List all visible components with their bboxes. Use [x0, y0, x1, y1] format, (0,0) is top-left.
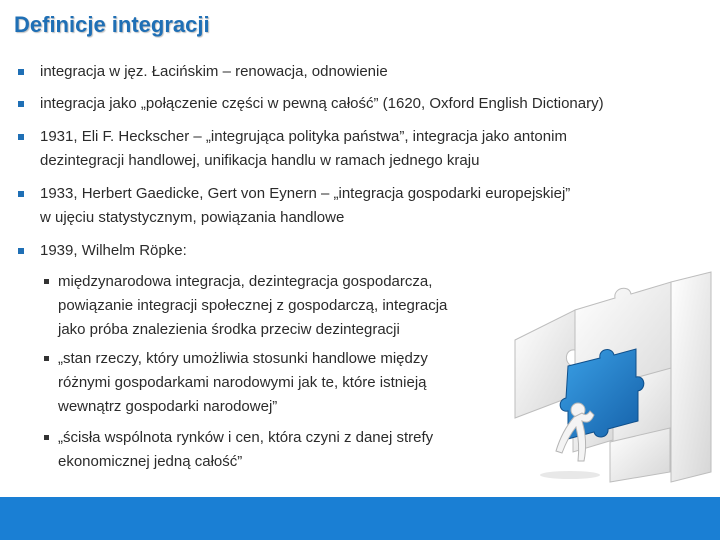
bullet-marker: [18, 101, 24, 107]
bullet-text: integracja w jęz. Łacińskim – renowacja, odnowienie: [40, 63, 388, 80]
bullet-text: 1933, Herbert Gaedicke, Gert von Eynern – „integracja gospodarki europejskiej”: [40, 185, 571, 202]
subbullet-text: „stan rzeczy, który umożliwia stosunki handlowe między: [58, 350, 428, 367]
bullet-text: 1931, Eli F. Heckscher – „integrująca polityka państwa”, integracja jako antonim: [40, 128, 567, 145]
slide-title: Definicje integracji: [14, 12, 210, 37]
subbullet-text: ekonomicznej jedną całość”: [58, 453, 243, 470]
bullet-text: dezintegracji handlowej, unifikacja handlu w ramach jednego kraju: [40, 152, 480, 169]
subbullet-marker: [44, 356, 49, 361]
bullet-marker: [18, 248, 24, 254]
bullet-marker: [18, 191, 24, 197]
footer-bar: [0, 497, 720, 540]
bullet-marker: [18, 69, 24, 75]
subbullet-marker: [44, 279, 49, 284]
bullet-text: w ujęciu statystycznym, powiązania handlowe: [40, 209, 345, 226]
bullet-marker: [18, 134, 24, 140]
subbullet-marker: [44, 435, 49, 440]
subbullet-text: powiązanie integracji społecznej z gospodarczą, integracja: [58, 297, 448, 314]
subbullet-text: międzynarodowa integracja, dezintegracja gospodarcza,: [58, 273, 433, 290]
bullet-text: 1939, Wilhelm Röpke:: [40, 242, 187, 259]
subbullet-text: różnymi gospodarkami narodowymi jak te, które istnieją: [58, 374, 427, 391]
bullet-text: integracja jako „połączenie części w pewną całość” (1620, Oxford English Dictionary): [40, 95, 604, 112]
subbullet-text: „ścisła wspólnota rynków i cen, która czyni z danej strefy: [58, 429, 434, 446]
subbullet-text: wewnątrz gospodarki narodowej”: [58, 398, 278, 415]
subbullet-text: jako próba znalezienia środka przeciw dezintegracji: [58, 321, 400, 338]
